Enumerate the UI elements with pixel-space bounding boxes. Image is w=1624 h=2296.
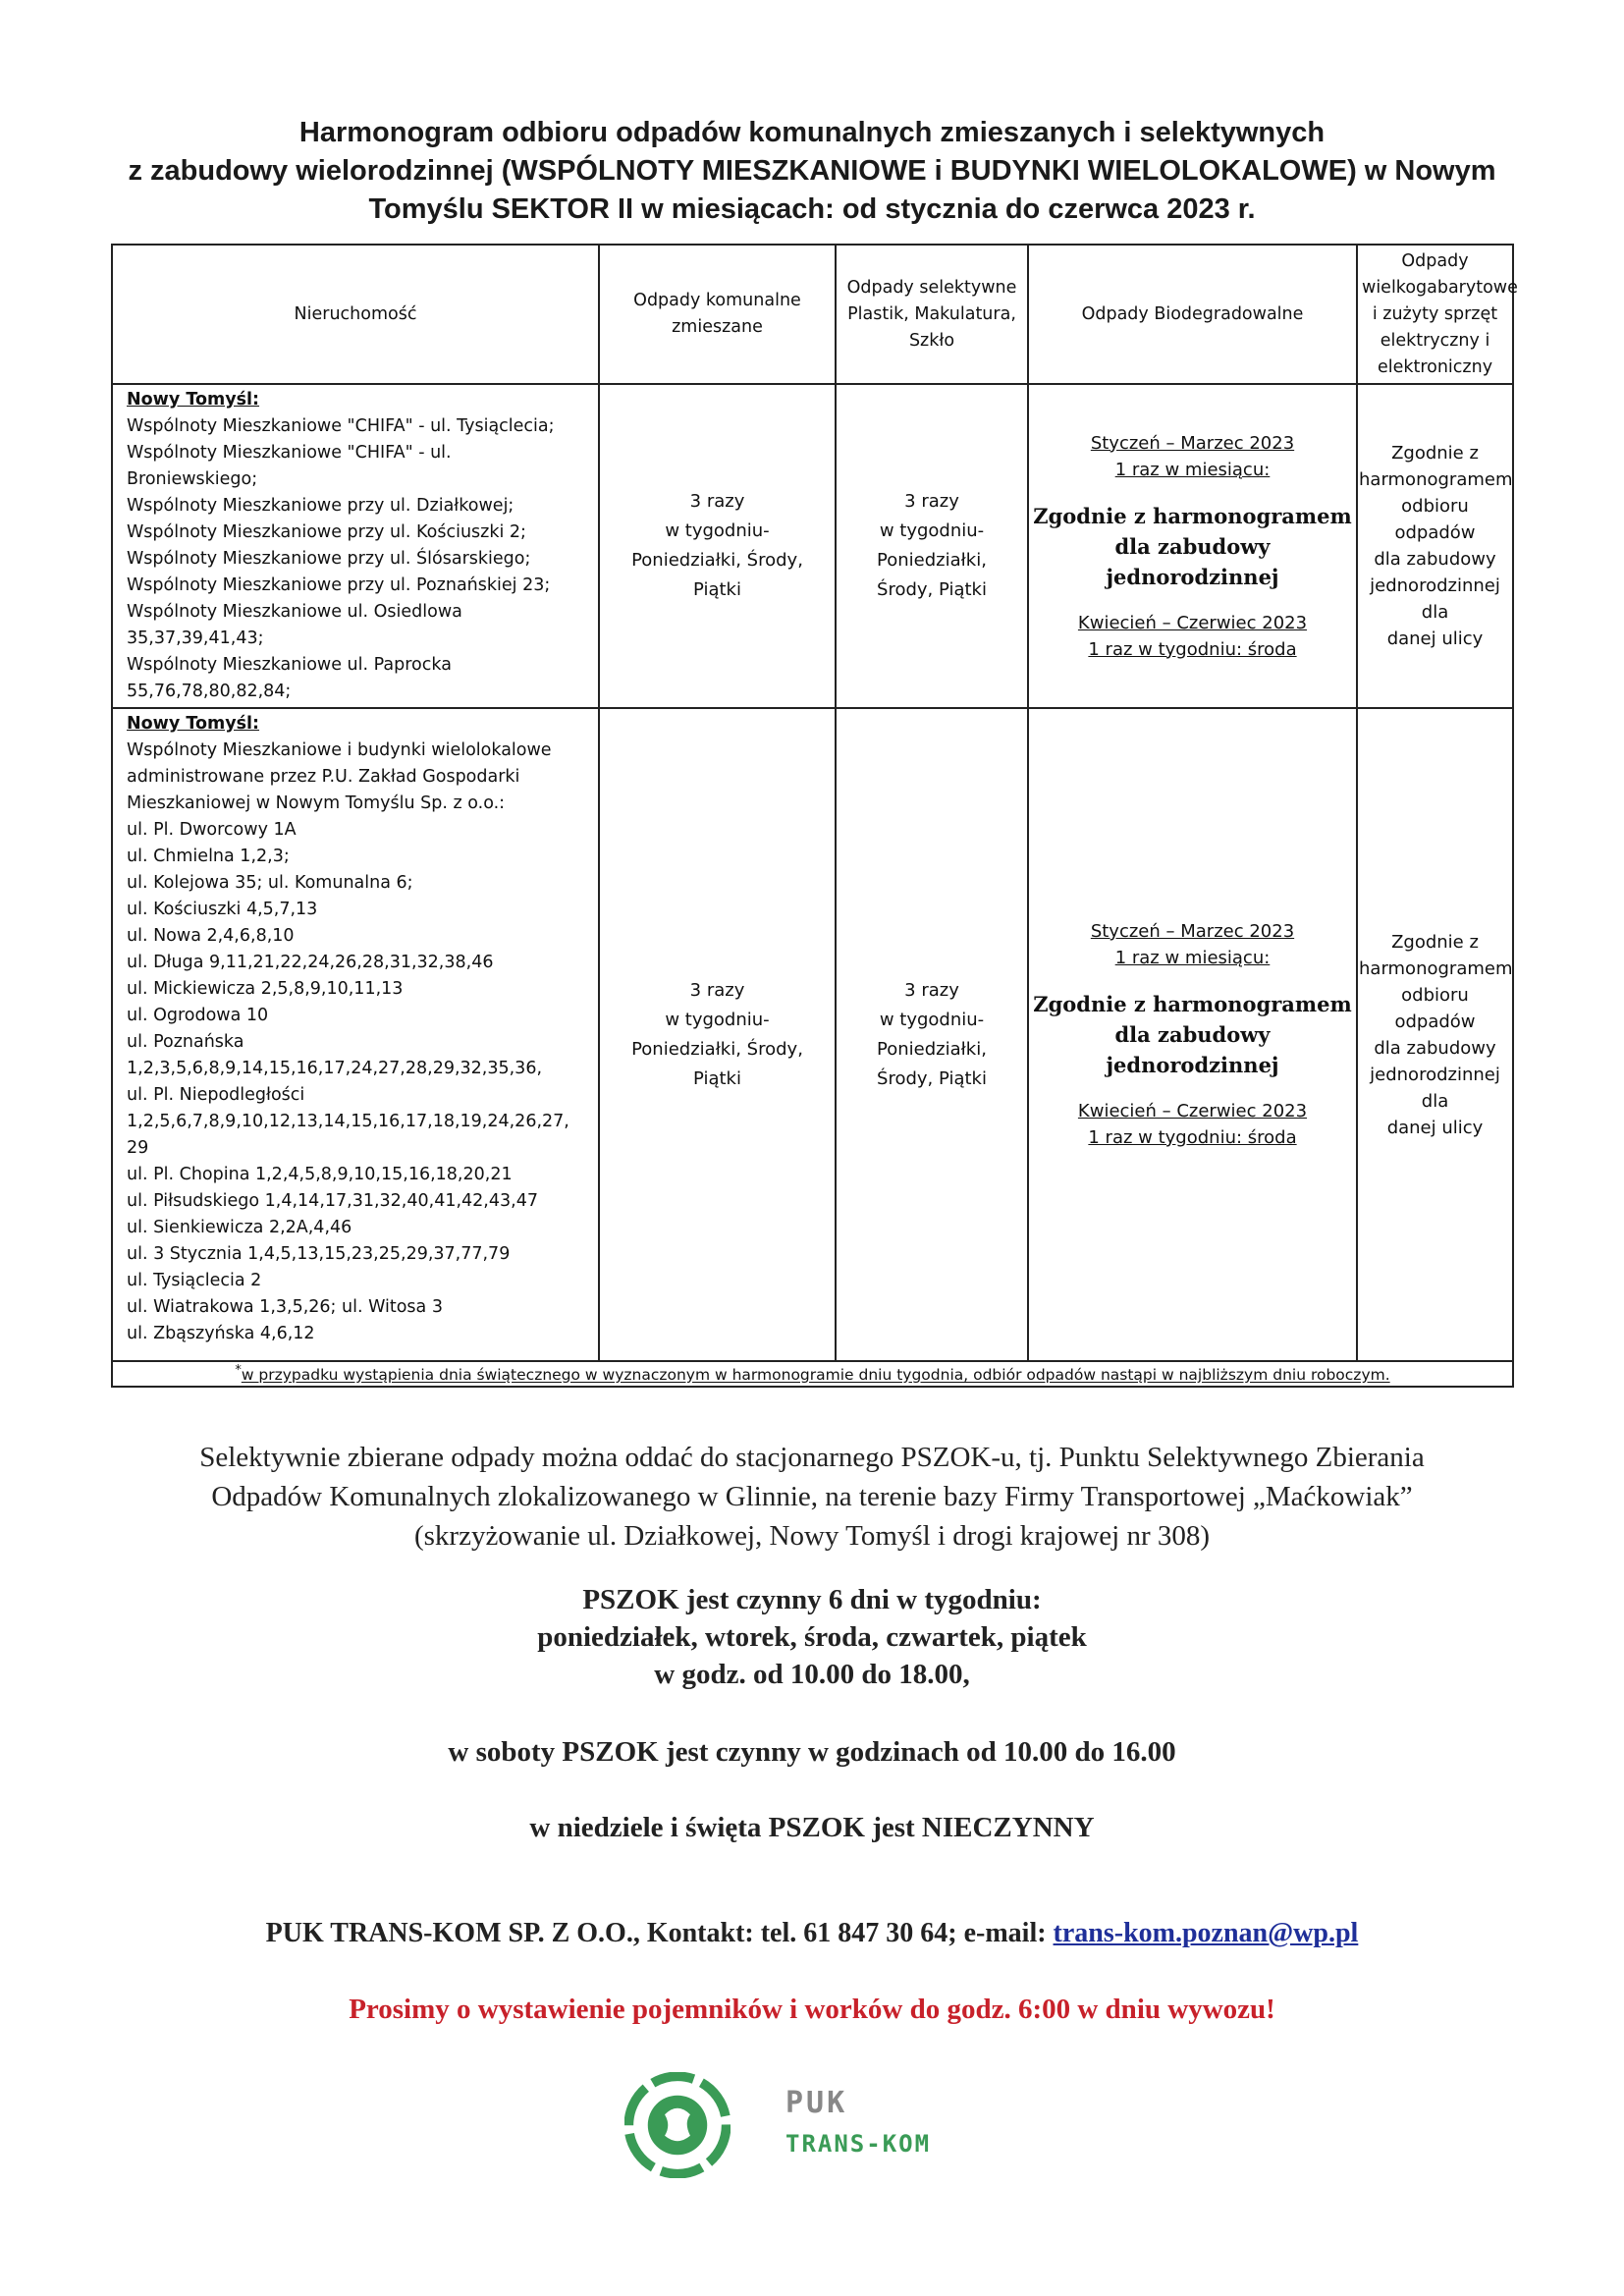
page-title — [118, 114, 1506, 229]
footnote-marker: * — [235, 1363, 242, 1379]
property-line: administrowane przez P.U. Zakład Gospodarki — [127, 767, 520, 787]
property-line: ul. Pl. Chopina 1,2,4,5,8,9,10,15,16,18,20,21 — [127, 1165, 513, 1184]
column-header: Odpady Biodegradowalne — [1028, 245, 1357, 384]
selective-waste-cell — [836, 384, 1028, 708]
property-line: ul. Pl. Dworcowy 1A — [127, 820, 297, 840]
bio-main-line: Zgodnie z harmonogramem — [1033, 992, 1352, 1016]
table-header-row — [112, 245, 1513, 384]
bio-waste-cell — [1028, 384, 1357, 708]
property-line: 1,2,5,6,7,8,9,10,12,13,14,15,16,17,18,19,24,26,27, — [127, 1112, 569, 1131]
hours-line: w godz. od 10.00 do 18.00, — [654, 1659, 970, 1690]
bulky-text: harmonogramem — [1359, 957, 1513, 979]
property-cell — [112, 384, 599, 708]
mixed-text: Piątki — [693, 579, 741, 600]
hours-line: poniedziałek, wtorek, środa, czwartek, piątek — [537, 1621, 1087, 1653]
selective-text: Poniedziałki, — [877, 550, 987, 571]
pszok-line: Selektywnie zbierane odpady można oddać do stacjonarnego PSZOK-u, tj. Punktu Selektywnego Zbierania — [199, 1442, 1425, 1473]
mixed-text: 3 razy — [689, 491, 745, 512]
bulky-text: Zgodnie z — [1391, 443, 1479, 464]
title-line: Tomyślu SEKTOR II w miesiącach: od stycznia do czerwca 2023 r. — [368, 193, 1256, 225]
bulky-text: danej ulicy — [1386, 629, 1484, 649]
footnote-row — [112, 1361, 1513, 1387]
selective-text: Środy, Piątki — [877, 579, 987, 600]
selective-text: w tygodniu- — [879, 1009, 985, 1030]
property-line: Wspólnoty Mieszkaniowe ul. Paprocka — [127, 655, 452, 675]
email-link[interactable]: trans-kom.poznan@wp.pl — [1053, 1918, 1359, 1948]
mixed-text: w tygodniu- — [665, 520, 770, 541]
bio-frequency: 1 raz w tygodniu: środa — [1088, 1127, 1297, 1148]
property-line: ul. Tysiąclecia 2 — [127, 1271, 262, 1290]
bulky-text: odbioru odpadów — [1394, 496, 1476, 543]
logo-text-puk: PUK — [785, 2086, 848, 2120]
property-line: Mieszkaniowej w Nowym Tomyślu Sp. z o.o.: — [127, 793, 506, 813]
bio-main-line: Zgodnie z harmonogramem — [1033, 503, 1352, 528]
property-line: ul. Zbąszyńska 4,6,12 — [127, 1324, 315, 1343]
footnote — [112, 1361, 1513, 1387]
selective-text: Poniedziałki, — [877, 1038, 987, 1060]
property-line: Wspólnoty Mieszkaniowe ul. Osiedlowa — [127, 602, 462, 622]
logo-text-trans-kom: TRANS-KOM — [785, 2130, 932, 2158]
column-header: Odpady selektywne Plastik, Makulatura, Szkło — [836, 245, 1028, 384]
property-line: Wspólnoty Mieszkaniowe "CHIFA" - ul. — [127, 443, 452, 463]
property-line: ul. Kościuszki 4,5,7,13 — [127, 900, 318, 919]
property-line: Wspólnoty Mieszkaniowe i budynki wielolokalowe — [127, 740, 552, 760]
bulky-text: dla zabudowy — [1374, 549, 1496, 570]
mixed-text: Piątki — [693, 1067, 741, 1089]
bio-period: Styczeń – Marzec 2023 — [1090, 432, 1295, 454]
column-header: Nieruchomość — [112, 245, 599, 384]
bulky-waste-cell — [1357, 708, 1513, 1361]
title-line: Harmonogram odbioru odpadów komunalnych zmieszanych i selektywnych — [298, 117, 1326, 148]
mixed-text: Poniedziałki, Środy, — [631, 550, 803, 571]
property-line: ul. Wiatrakowa 1,3,5,26; ul. Witosa 3 — [127, 1297, 443, 1317]
notice: Prosimy o wystawienie pojemników i worków do godz. 6:00 w dniu wywozu! — [349, 1994, 1275, 2025]
table-row — [112, 708, 1513, 1361]
bio-main-line: dla zabudowy jednorodzinnej — [1106, 1022, 1279, 1077]
saturday-hours: w soboty PSZOK jest czynny w godzinach od 10.00 do 16.00 — [448, 1736, 1176, 1768]
mixed-waste-cell — [599, 384, 836, 708]
property-line: 1,2,3,5,6,8,9,14,15,16,17,24,27,28,29,32,35,36, — [127, 1059, 543, 1078]
pszok-line: Odpadów Komunalnych zlokalizowanego w Glinnie, na terenie bazy Firmy Transportowej „Maćkowiak” — [211, 1481, 1413, 1512]
column-header: Odpady komunalne zmieszane — [599, 245, 836, 384]
pszok-description — [88, 1438, 1536, 1556]
property-line: Wspólnoty Mieszkaniowe "CHIFA" - ul. Tysiąclecia; — [127, 416, 555, 436]
selective-text: w tygodniu- — [879, 520, 985, 541]
property-line: ul. Ogrodowa 10 — [127, 1006, 269, 1025]
contact-text: PUK TRANS-KOM SP. Z O.O., Kontakt: tel. 61 847 30 64; e-mail: — [265, 1918, 1054, 1948]
mixed-waste-cell — [599, 708, 836, 1361]
property-line: 55,76,78,80,82,84; — [127, 682, 292, 701]
contact-line — [88, 1918, 1536, 1949]
green-emblem-logo — [624, 2072, 731, 2178]
bio-frequency: 1 raz w miesiącu: — [1114, 459, 1271, 480]
bio-waste-cell — [1028, 708, 1357, 1361]
bio-period: Kwiecień – Czerwiec 2023 — [1077, 612, 1308, 633]
property-cell — [112, 708, 599, 1361]
table-row — [112, 384, 1513, 708]
footnote-text: w przypadku wystąpienia dnia świątecznego w wyznaczonym w harmonogramie dniu tygodnia, odbiór odpadów nastąpi w najbliższym dniu roboczym. — [241, 1366, 1390, 1385]
property-heading: Nowy Tomyśl: — [127, 390, 260, 410]
property-line: ul. Poznańska — [127, 1032, 244, 1052]
bulky-waste-cell — [1357, 384, 1513, 708]
bulky-text: harmonogramem — [1359, 469, 1513, 490]
bio-frequency: 1 raz w tygodniu: środa — [1088, 638, 1297, 660]
bio-main — [1030, 989, 1355, 1080]
hours-line: PSZOK jest czynny 6 dni w tygodniu: — [582, 1584, 1042, 1615]
bulky-text: jednorodzinnej dla — [1370, 575, 1500, 623]
property-line: Wspólnoty Mieszkaniowe przy ul. Ślósarskiego; — [127, 549, 531, 569]
pszok-hours — [88, 1581, 1536, 1693]
property-line: ul. Nowa 2,4,6,8,10 — [127, 926, 295, 946]
property-line: ul. Chmielna 1,2,3; — [127, 847, 290, 866]
selective-text: 3 razy — [904, 979, 959, 1001]
bulky-text: odbioru odpadów — [1394, 984, 1476, 1032]
property-line: ul. Sienkiewicza 2,2A,4,46 — [127, 1218, 352, 1237]
pszok-line: (skrzyżowanie ul. Działkowej, Nowy Tomyśl i drogi krajowej nr 308) — [413, 1520, 1211, 1552]
property-line: ul. Długa 9,11,21,22,24,26,28,31,32,38,46 — [127, 953, 494, 972]
bio-period: Kwiecień – Czerwiec 2023 — [1077, 1101, 1308, 1121]
selective-text: 3 razy — [904, 491, 959, 512]
property-heading: Nowy Tomyśl: — [127, 714, 260, 734]
schedule-table — [111, 244, 1518, 1388]
property-line: 35,37,39,41,43; — [127, 629, 264, 648]
property-line: ul. 3 Stycznia 1,4,5,13,15,23,25,29,37,77,79 — [127, 1244, 511, 1264]
bulky-text: jednorodzinnej dla — [1370, 1064, 1500, 1112]
title-line: z zabudowy wielorodzinnej (WSPÓLNOTY MIESZKANIOWE i BUDYNKI WIELOLOKALOWE) w Nowym — [128, 155, 1496, 187]
bulky-text: Zgodnie z — [1391, 931, 1479, 953]
bio-main-line: dla zabudowy jednorodzinnej — [1106, 533, 1279, 589]
property-line: Wspólnoty Mieszkaniowe przy ul. Poznańskiej 23; — [127, 575, 551, 595]
column-header: Odpady wielkogabarytowe i zużyty sprzęt elektryczny i elektroniczny — [1357, 245, 1513, 384]
selective-text: Środy, Piątki — [877, 1067, 987, 1089]
property-line: 29 — [127, 1138, 149, 1158]
selective-waste-cell — [836, 708, 1028, 1361]
property-line: ul. Piłsudskiego 1,4,14,17,31,32,40,41,42,43,47 — [127, 1191, 538, 1211]
property-line: Wspólnoty Mieszkaniowe przy ul. Działkowej; — [127, 496, 514, 516]
property-line: ul. Mickiewicza 2,5,8,9,10,11,13 — [127, 979, 404, 999]
bulky-text: danej ulicy — [1386, 1117, 1484, 1138]
bulky-text: dla zabudowy — [1374, 1037, 1496, 1059]
bio-main — [1030, 501, 1355, 592]
puk-trans-kom-logo — [785, 2086, 931, 2158]
mixed-text: Poniedziałki, Środy, — [631, 1038, 803, 1060]
mixed-text: w tygodniu- — [665, 1009, 770, 1030]
property-line: Wspólnoty Mieszkaniowe przy ul. Kościuszki 2; — [127, 522, 526, 542]
bio-frequency: 1 raz w miesiącu: — [1114, 948, 1271, 968]
property-line: ul. Pl. Niepodległości — [127, 1085, 305, 1105]
mixed-text: 3 razy — [689, 979, 745, 1001]
property-line: Broniewskiego; — [127, 469, 258, 489]
sunday-closed: w niedziele i święta PSZOK jest NIECZYNNY — [529, 1812, 1095, 1843]
property-line: ul. Kolejowa 35; ul. Komunalna 6; — [127, 873, 413, 893]
bio-period: Styczeń – Marzec 2023 — [1090, 921, 1295, 942]
